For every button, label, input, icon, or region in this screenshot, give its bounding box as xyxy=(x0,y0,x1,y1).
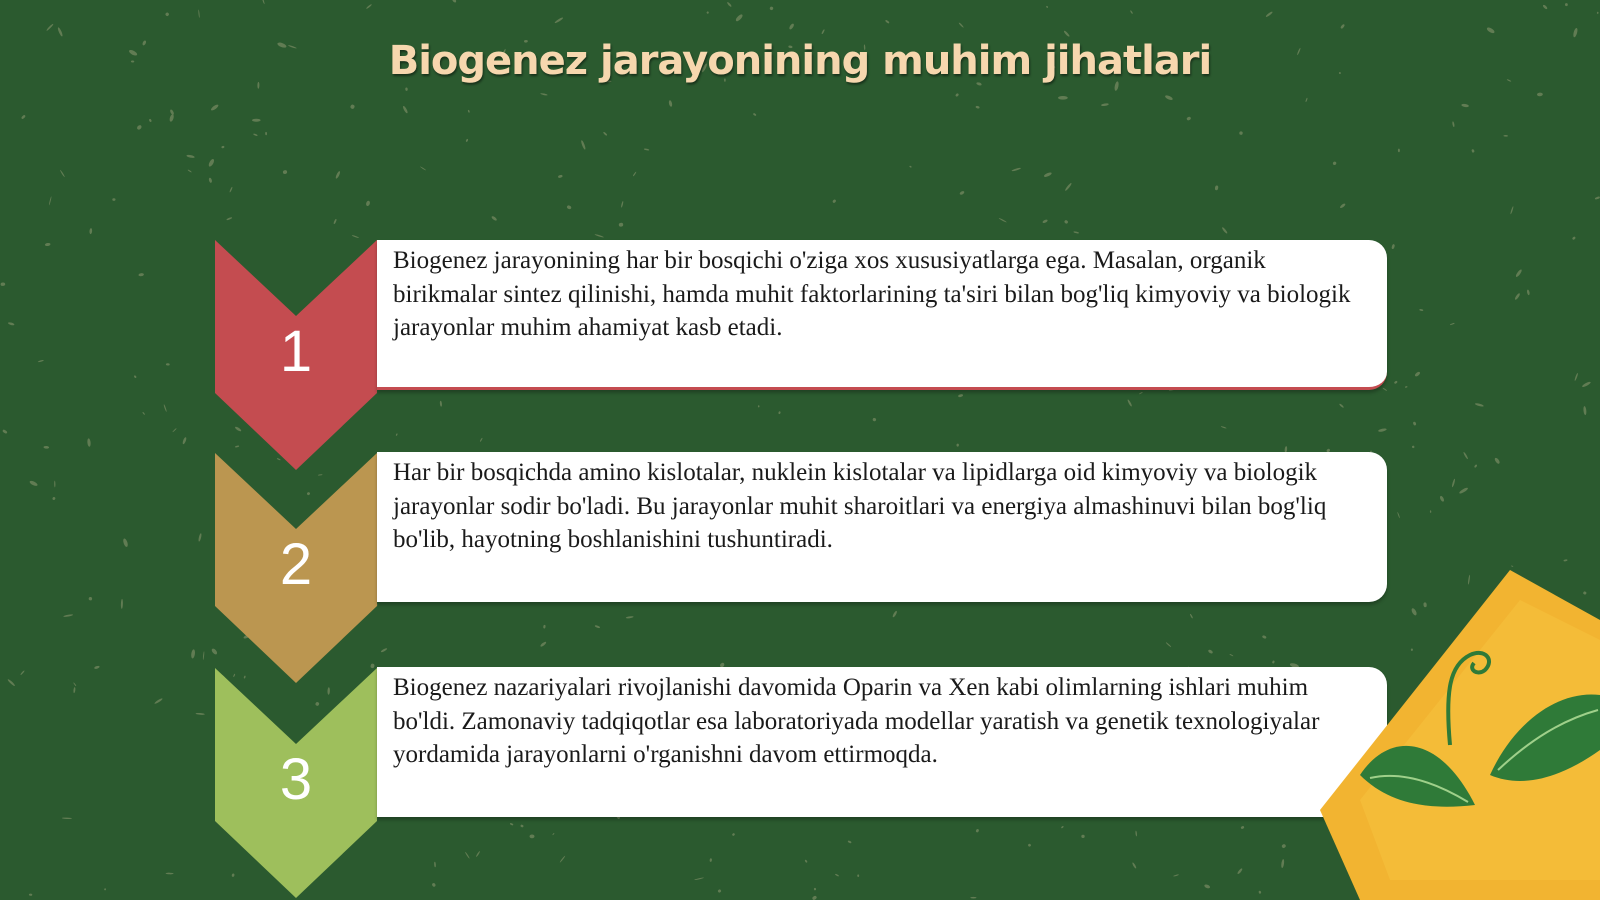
step-1-number: 1 xyxy=(279,319,313,384)
step-1-card xyxy=(377,240,1387,390)
step-3-card xyxy=(377,667,1387,817)
step-2-number: 2 xyxy=(279,532,313,597)
step-3-chevron xyxy=(215,668,377,898)
slide-title: Biogenez jarayonining muhim jihatlari xyxy=(388,38,1212,84)
step-2-chevron xyxy=(215,453,377,683)
step-3-number: 3 xyxy=(279,747,313,812)
step-1-chevron xyxy=(215,240,377,470)
step-2-card xyxy=(377,452,1387,602)
step-2-text: Har bir bosqichda amino kislotalar, nuklein kislotalar va lipidlarga oid kimyoviy va biologik jarayonlar sodir bo'ladi. Bu jarayonlar muhit sharoitlari va energiya almashinuvi bilan bog'liq bo'lib, hayotning boshlanishini tushuntiradi. xyxy=(393,459,1327,553)
step-1-text: Biogenez jarayonining har bir bosqichi o'ziga xos xususiyatlarga ega. Masalan, organik birikmalar sintez qilinishi, hamda muhit faktorlarining ta'siri bilan bog'liq kimyoviy va biologik jarayonlar muhim ahamiyat kasb etadi. xyxy=(393,247,1351,341)
leaf-sprout-decoration-icon xyxy=(1300,560,1600,900)
step-3-text: Biogenez nazariyalari rivojlanishi davomida Oparin va Xen kabi olimlarning ishlari muhim bo'ldi. Zamonaviy tadqiqotlar esa laboratoriyada modellar yaratish va genetik texnologiyalar yordamida jarayonlarni o'rganishni davom ettirmoqda. xyxy=(393,674,1320,768)
